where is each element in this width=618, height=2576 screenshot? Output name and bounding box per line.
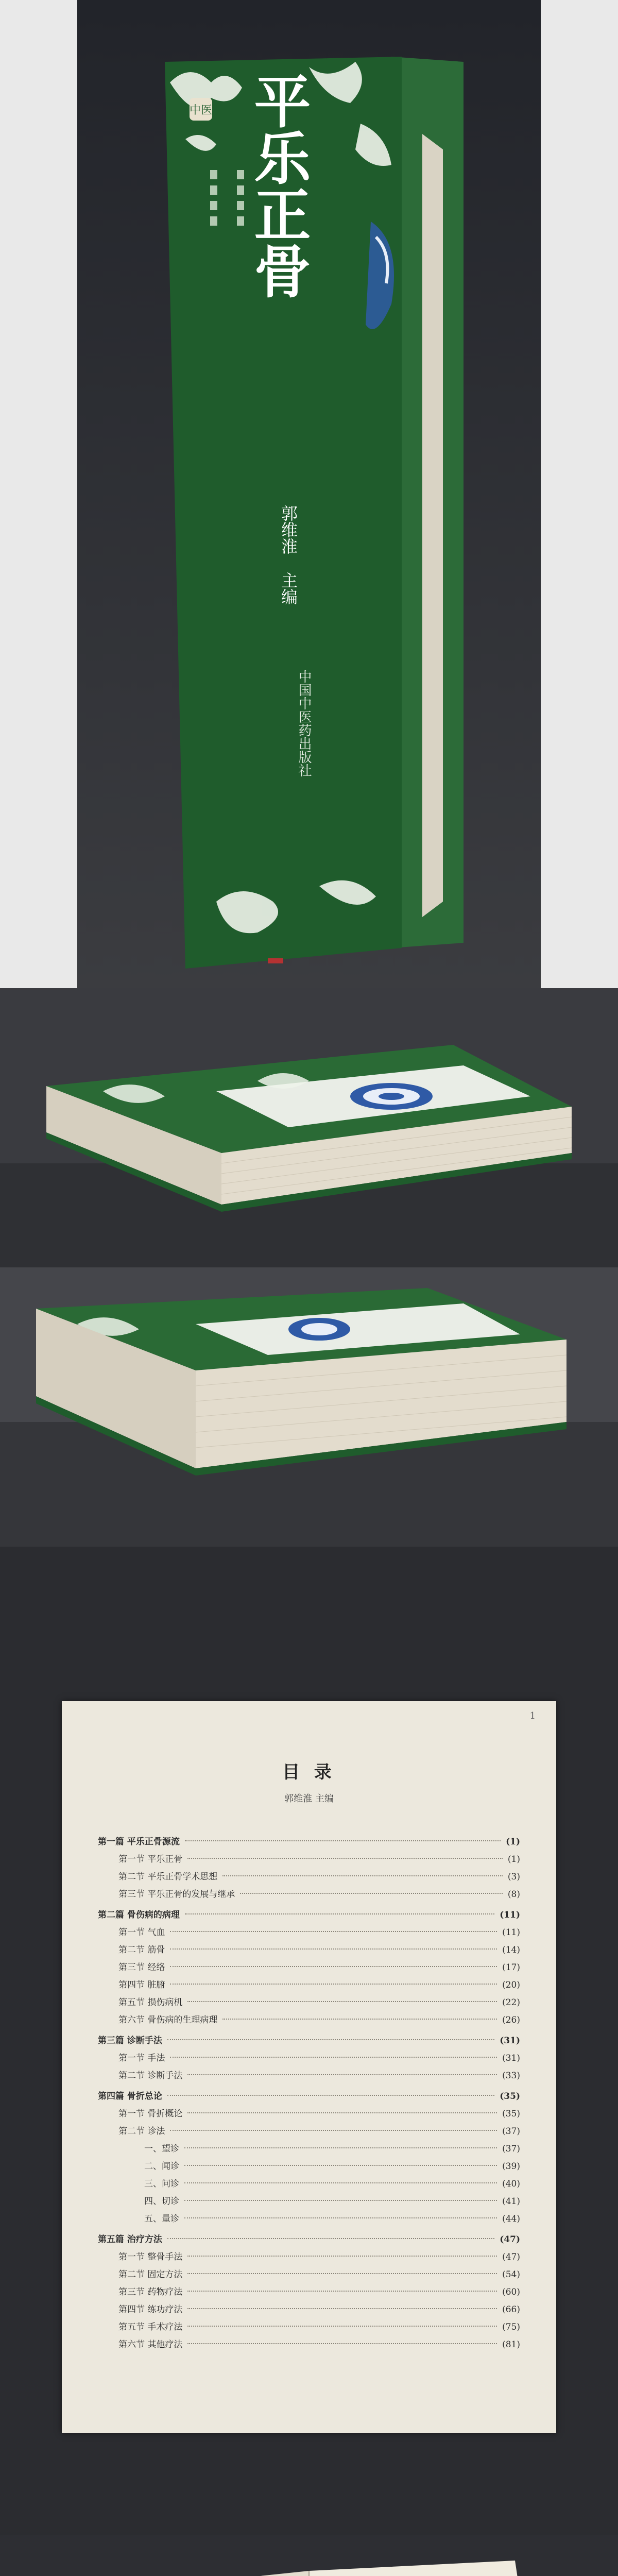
toc-entry-leader (184, 2147, 497, 2148)
toc-entry (98, 1994, 520, 2011)
toc-entry-page: (40) (502, 2179, 520, 2189)
badge-text: 中医 (189, 104, 213, 117)
toc-entry-leader (187, 2001, 497, 2002)
toc-entry-leader (167, 2095, 494, 2096)
toc-entry-page: (1) (506, 1837, 520, 1847)
toc-entry (98, 2318, 520, 2336)
toc-page-number: 1 (529, 1710, 536, 1721)
toc-entry-label: 第一篇 平乐正骨源流 (98, 1837, 180, 1847)
toc-entry-leader (185, 1913, 494, 1914)
open-book-photo-1 (0, 2535, 618, 2576)
toc-entry-label: 三、问诊 (144, 2179, 179, 2189)
toc-entry (98, 2283, 520, 2301)
toc-entry-label: 第五节 损伤病机 (118, 1997, 183, 2008)
spine-title: 平乐正骨 (245, 72, 312, 299)
toc-photo (0, 1547, 618, 2535)
toc-entry-label: 第一节 气血 (118, 1927, 165, 1938)
toc-entry-page: (44) (502, 2214, 520, 2224)
book-flat-svg-2 (0, 1267, 618, 1547)
toc-entry (98, 2049, 520, 2067)
spine-photo-svg (0, 0, 618, 988)
toc-entry-page: (20) (502, 1980, 520, 1990)
toc-entry (98, 1886, 520, 1903)
toc-entry-leader (187, 2291, 497, 2292)
toc-entry-leader (185, 1840, 501, 1841)
toc-entry (98, 2175, 520, 2193)
spine-editor: 郭维淮 (279, 505, 298, 554)
toc-entry-label: 第一节 整骨手法 (118, 2252, 183, 2262)
toc-entry-label: 第三节 药物疗法 (118, 2287, 183, 2297)
toc-entry-leader (170, 1966, 497, 1967)
toc-entry (98, 2088, 520, 2105)
toc-entry-page: (47) (502, 2252, 520, 2262)
toc-entry-page: (81) (502, 2340, 520, 2350)
toc-entry-label: 第二篇 骨伤病的病理 (98, 1910, 180, 1920)
toc-entry-leader (222, 1875, 503, 1876)
toc-entry-label: 一、望诊 (144, 2144, 179, 2154)
spine-editor-role: 主编 (279, 572, 298, 605)
toc-entry-leader (184, 2182, 497, 2183)
toc-entry-label: 第四节 练功疗法 (118, 2304, 183, 2315)
toc-entry (98, 2301, 520, 2318)
toc-entry-label: 五、量诊 (144, 2214, 179, 2224)
toc-entry-label: 四、切诊 (144, 2196, 179, 2207)
toc-entry (98, 2266, 520, 2283)
toc-entry-page: (11) (500, 1910, 520, 1920)
toc-entry (98, 2032, 520, 2049)
toc-entry-leader (167, 2039, 494, 2040)
toc-entry (98, 1976, 520, 1994)
toc-entry-leader (167, 2238, 494, 2239)
toc-entry-label: 第二节 诊法 (118, 2126, 165, 2137)
toc-entry-label: 第五节 手术疗法 (118, 2322, 183, 2332)
toc-entry-label: 第二节 固定方法 (118, 2269, 183, 2280)
toc-entry (98, 1959, 520, 1976)
toc-entry-label: 第二节 诊断手法 (118, 2071, 183, 2081)
toc-entry (98, 2193, 520, 2210)
toc-entry-leader (187, 2256, 497, 2257)
toc-entry-page: (66) (502, 2304, 520, 2315)
toc-entry-label: 第三篇 诊断手法 (98, 2036, 162, 2046)
toc-entry (98, 2248, 520, 2266)
toc-page (62, 1701, 556, 2433)
toc-list (98, 1830, 520, 2353)
toc-entry (98, 1941, 520, 1959)
toc-entry-page: (39) (502, 2161, 520, 2172)
spine-publisher: 中国中医药出版社 (296, 670, 312, 777)
toc-entry-page: (31) (502, 2053, 520, 2063)
toc-entry-label: 第五篇 治疗方法 (98, 2234, 162, 2245)
toc-entry-page: (37) (502, 2144, 520, 2154)
toc-entry-page: (41) (502, 2196, 520, 2207)
toc-entry-page: (11) (502, 1927, 520, 1938)
toc-entry-leader (184, 2200, 497, 2201)
toc-entry (98, 1851, 520, 1868)
toc-entry-leader (170, 1931, 497, 1932)
publisher-badge (190, 98, 212, 121)
toc-entry-label: 第一节 骨折概论 (118, 2109, 183, 2119)
toc-entry (98, 2210, 520, 2228)
toc-entry-leader (187, 2308, 497, 2309)
toc-entry-leader (170, 2130, 497, 2131)
book-flat-svg-1 (0, 988, 618, 1267)
toc-entry (98, 2158, 520, 2175)
toc-entry-page: (14) (502, 1945, 520, 1955)
toc-entry-page: (3) (507, 1872, 520, 1882)
toc-entry (98, 1906, 520, 1924)
toc-entry-page: (54) (502, 2269, 520, 2280)
toc-entry-label: 二、闻诊 (144, 2161, 179, 2172)
toc-entry-label: 第三节 经络 (118, 1962, 165, 1973)
toc-entry-leader (240, 1893, 503, 1894)
toc-entry-leader (187, 2112, 497, 2113)
toc-entry (98, 2140, 520, 2158)
toc-entry-page: (75) (502, 2322, 520, 2332)
toc-entry-label: 第六节 骨伤病的生理病理 (118, 2015, 218, 2025)
toc-entry (98, 2105, 520, 2123)
toc-entry (98, 2011, 520, 2029)
toc-entry-label: 第六节 其他疗法 (118, 2340, 183, 2350)
toc-entry (98, 1833, 520, 1851)
toc-entry-leader (187, 2273, 497, 2274)
toc-entry-page: (17) (502, 1962, 520, 1973)
toc-entry-leader (187, 2326, 497, 2327)
toc-entry-label: 第一节 平乐正骨 (118, 1854, 183, 1865)
toc-entry-leader (187, 1858, 503, 1859)
toc-entry-page: (22) (502, 1997, 520, 2008)
toc-entry-label: 第四篇 骨折总论 (98, 2091, 162, 2102)
toc-entry-page: (35) (502, 2109, 520, 2119)
toc-entry (98, 1924, 520, 1941)
toc-heading: 目 录 (282, 1762, 336, 1783)
toc-entry-label: 第四节 脏腑 (118, 1980, 165, 1990)
toc-subheading: 郭维淮 主编 (284, 1793, 334, 1804)
toc-entry-label: 第三节 平乐正骨的发展与继承 (118, 1889, 235, 1900)
toc-entry (98, 2123, 520, 2140)
toc-entry-page: (35) (500, 2091, 520, 2102)
toc-entry-label: 第二节 平乐正骨学术思想 (118, 1872, 218, 1882)
toc-entry-page: (47) (500, 2234, 520, 2245)
open-book-svg-1 (0, 2535, 618, 2576)
toc-entry-leader (170, 1948, 497, 1950)
toc-entry-leader (222, 2019, 497, 2020)
toc-entry-label: 第一节 手法 (118, 2053, 165, 2063)
toc-entry-leader (187, 2343, 497, 2344)
book-flat-photo-1 (0, 988, 618, 1267)
toc-entry-label: 第二节 筋骨 (118, 1945, 165, 1955)
toc-entry-page: (37) (502, 2126, 520, 2137)
toc-entry (98, 2231, 520, 2248)
toc-entry (98, 2336, 520, 2353)
toc-entry-leader (187, 2074, 497, 2075)
spine-photo (0, 0, 618, 988)
toc-entry-leader (184, 2165, 497, 2166)
toc-entry-page: (31) (500, 2036, 520, 2046)
toc-entry-page: (33) (502, 2071, 520, 2081)
toc-entry (98, 2067, 520, 2084)
toc-entry-page: (60) (502, 2287, 520, 2297)
toc-entry-page: (8) (507, 1889, 520, 1900)
toc-entry-leader (170, 2057, 497, 2058)
toc-entry-page: (1) (507, 1854, 520, 1865)
toc-entry-page: (26) (502, 2015, 520, 2025)
toc-entry-leader (170, 1984, 497, 1985)
toc-entry (98, 1868, 520, 1886)
book-flat-photo-2 (0, 1267, 618, 1547)
toc-entry-leader (184, 2217, 497, 2218)
